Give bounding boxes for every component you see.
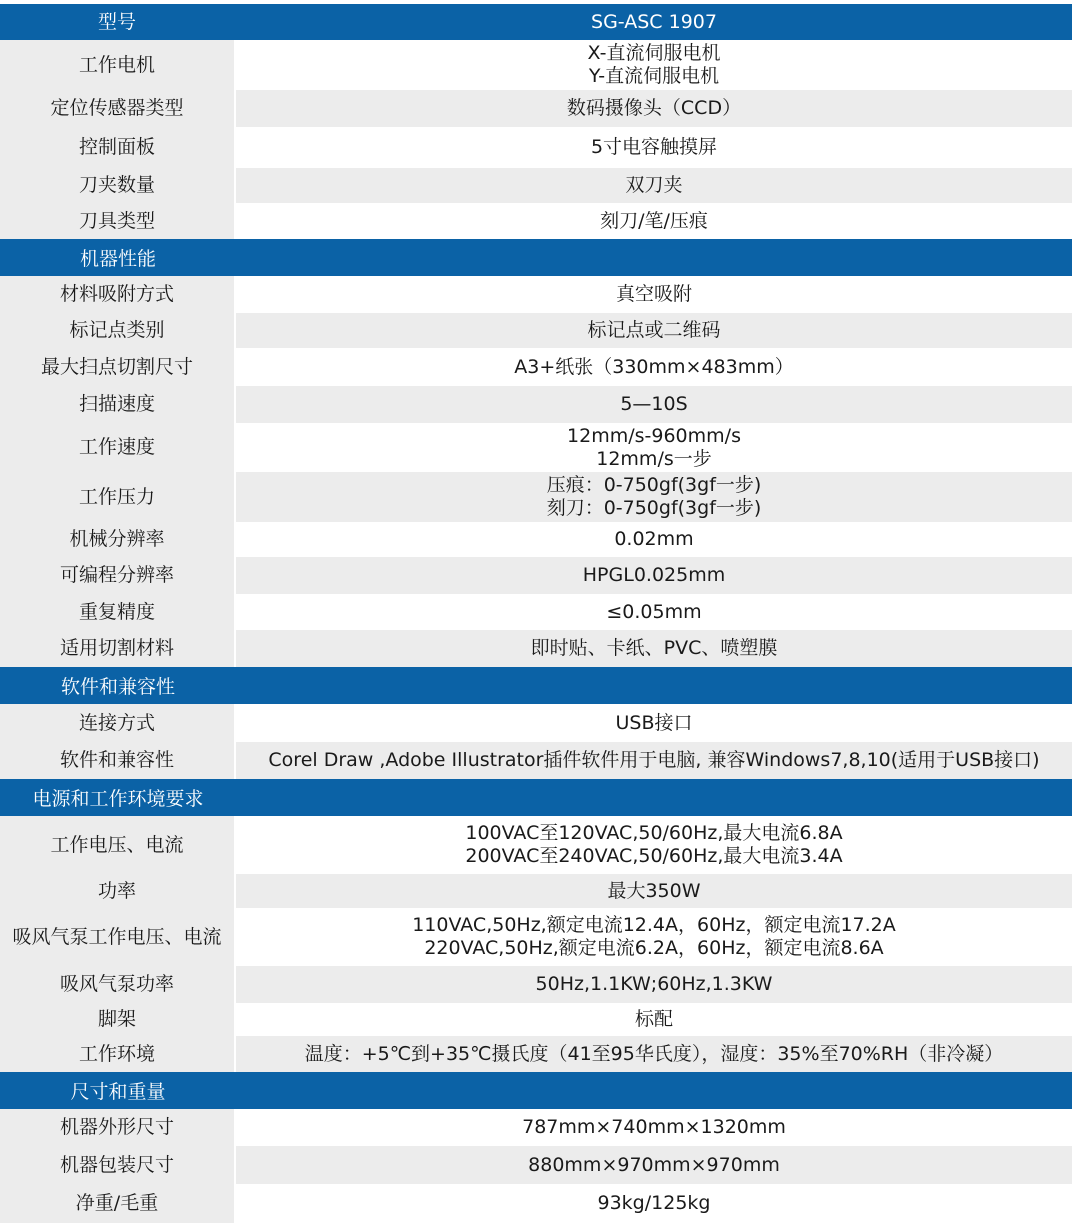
spec-value [236, 908, 1072, 966]
spec-label: 软件和兼容性 [0, 742, 236, 779]
spec-value [236, 874, 1072, 908]
spec-value [236, 704, 1072, 742]
spec-label: 功率 [0, 874, 236, 908]
spec-table [0, 4, 1072, 1223]
spec-label: 定位传感器类型 [0, 90, 236, 127]
spec-label: 机械分辨率 [0, 522, 236, 557]
spec-value [236, 630, 1072, 667]
spec-label: 扫描速度 [0, 386, 236, 423]
spec-value [236, 203, 1072, 239]
spec-value [236, 472, 1072, 522]
spec-value-line: 12mm/s一步 [596, 447, 712, 470]
spec-value-line: 200VAC至240VAC,50/60Hz,最大电流3.4A [465, 845, 843, 867]
section-header [0, 779, 1072, 816]
spec-value-line: 5寸电容触摸屏 [590, 136, 718, 158]
spec-value-line: ≤0.05mm [606, 600, 702, 623]
spec-value [236, 276, 1072, 313]
spec-value-line: 787mm×740mm×1320mm [522, 1116, 786, 1138]
spec-value-line: 880mm×970mm×970mm [528, 1153, 780, 1176]
spec-label: 材料吸附方式 [0, 276, 236, 313]
spec-label: 工作电压、电流 [0, 816, 236, 874]
spec-value-line: Y-直流伺服电机 [588, 65, 720, 87]
spec-value [236, 90, 1072, 127]
spec-value-line: 标记点或二维码 [587, 319, 721, 341]
spec-value-line: 5—10S [620, 393, 688, 415]
spec-value-line: 50Hz,1.1KW;60Hz,1.3KW [535, 973, 773, 995]
section-title: 机器性能 [79, 248, 156, 270]
spec-value-line: 温度：+5℃到+35℃摄氏度（41至95华氏度），湿度：35%至70%RH（非冷凝） [304, 1042, 1004, 1065]
section-title: 尺寸和重量 [70, 1081, 166, 1103]
spec-label: 刀夹数量 [0, 168, 236, 203]
spec-value-line: 220VAC,50Hz,额定电流6.2A，60Hz，额定电流8.6A [424, 937, 884, 959]
spec-label: 工作速度 [0, 423, 236, 472]
spec-label: 最大扫点切割尺寸 [0, 348, 236, 386]
spec-value-line: 标配 [634, 1008, 673, 1030]
spec-value [236, 1146, 1072, 1184]
section-header [0, 1072, 1072, 1109]
spec-value [236, 522, 1072, 557]
spec-label: 吸风气泵功率 [0, 966, 236, 1003]
spec-value-line: 100VAC至120VAC,50/60Hz,最大电流6.8A [465, 822, 843, 844]
spec-value [236, 594, 1072, 630]
spec-value [236, 348, 1072, 386]
spec-label: 脚架 [0, 1003, 236, 1036]
spec-value-line: 双刀夹 [625, 174, 683, 196]
spec-value [236, 1109, 1072, 1146]
section-title: 电源和工作环境要求 [32, 788, 204, 810]
section-header [0, 667, 1072, 704]
spec-label: 机器包装尺寸 [0, 1146, 236, 1184]
spec-value-line: 110VAC,50Hz,额定电流12.4A，60Hz，额定电流17.2A [412, 914, 896, 936]
spec-value-line: 最大350W [607, 879, 701, 902]
spec-label: 工作压力 [0, 472, 236, 522]
spec-label: 控制面板 [0, 127, 236, 168]
spec-value-line: 刻刀：0-750gf(3gf一步) [546, 497, 762, 519]
spec-value [236, 386, 1072, 423]
spec-label: 连接方式 [0, 704, 236, 742]
spec-value-line: 数码摄像头（CCD） [566, 97, 742, 119]
spec-label: 工作电机 [0, 40, 236, 90]
spec-value [236, 127, 1072, 168]
spec-value [236, 1184, 1072, 1223]
spec-value [236, 168, 1072, 203]
spec-label: 吸风气泵工作电压、电流 [0, 908, 236, 966]
spec-label: 刀具类型 [0, 203, 236, 239]
spec-value-line: 真空吸附 [615, 283, 692, 305]
spec-value [236, 1003, 1072, 1036]
spec-value [236, 816, 1072, 874]
spec-value [236, 557, 1072, 594]
spec-value-line: X-直流伺服电机 [587, 42, 721, 64]
spec-label: 机器外形尺寸 [0, 1109, 236, 1146]
spec-value-line: 93kg/125kg [597, 1192, 711, 1214]
model-value: SG-ASC 1907 [236, 4, 1072, 40]
spec-value [236, 313, 1072, 348]
spec-value [236, 742, 1072, 779]
section-title: 软件和兼容性 [60, 676, 175, 698]
spec-value-line: 0.02mm [614, 528, 694, 550]
section-header [0, 239, 1072, 276]
spec-value [236, 40, 1072, 90]
spec-label: 工作环境 [0, 1036, 236, 1072]
spec-value-line: A3+纸张（330mm×483mm） [514, 355, 794, 378]
spec-value [236, 966, 1072, 1003]
model-label: 型号 [0, 4, 236, 40]
spec-value-line: Corel Draw ,Adobe Illustrator插件软件用于电脑, 兼容Windows7,8,10(适用于USB接口) [268, 749, 1040, 771]
spec-value-line: 12mm/s-960mm/s [567, 424, 741, 447]
spec-label: 净重/毛重 [0, 1184, 236, 1223]
spec-label: 标记点类别 [0, 313, 236, 348]
spec-value-line: HPGL0.025mm [582, 564, 726, 586]
spec-value [236, 1036, 1072, 1072]
spec-value [236, 423, 1072, 472]
spec-value-line: 刻刀/笔/压痕 [600, 209, 708, 232]
spec-label: 可编程分辨率 [0, 557, 236, 594]
spec-value-line: 压痕：0-750gf(3gf一步) [546, 474, 762, 496]
spec-label: 重复精度 [0, 594, 236, 630]
spec-label: 适用切割材料 [0, 630, 236, 667]
spec-value-line: USB接口 [615, 711, 693, 734]
spec-value-line: 即时贴、卡纸、PVC、喷塑膜 [530, 637, 778, 659]
